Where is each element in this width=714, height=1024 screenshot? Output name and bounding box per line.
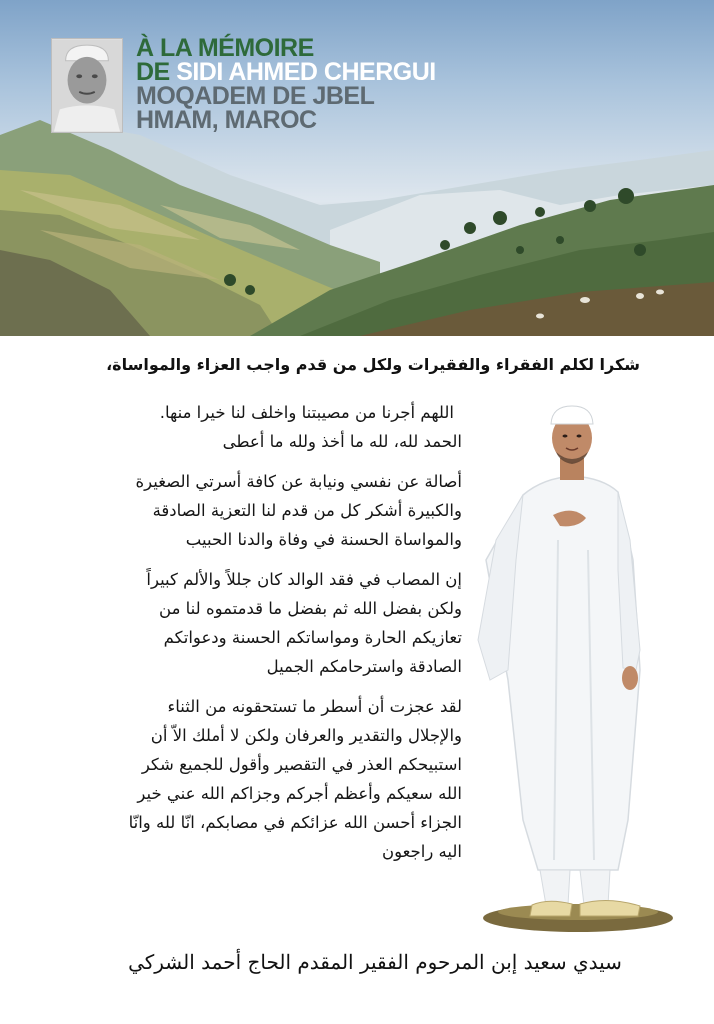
text-line: والإجلال والتقدير والعرفان ولكن لا أملك الاّ أن: [150, 726, 462, 745]
portrait-photo: [51, 38, 123, 133]
thanks-heading: شكرا لكلم الفقراء والفقيرات ولكل من قدم واجب العزاء والمواساة،: [106, 355, 640, 374]
text-line: اليه راجعون: [381, 842, 462, 861]
text-line: الحمد لله، لله ما أخذ ولله ما أعطى: [222, 432, 462, 451]
title-line-name: [136, 60, 496, 84]
text-line: استبيحكم العذر في التقصير وأقول للجميع شكر: [141, 755, 462, 774]
man-in-white-robe-photo: [468, 400, 678, 936]
title-prefix: DE: [136, 58, 177, 86]
condolence-text: [40, 398, 462, 877]
paragraph: [40, 692, 462, 866]
text-line: ولكن بفضل الله ثم بفضل ما قدمتموه لنا من: [159, 599, 462, 618]
elder-portrait-image: [52, 39, 122, 132]
text-line: الصادقة واسترحامكم الجميل: [266, 657, 462, 676]
memorial-banner: [0, 0, 714, 336]
title-line-place: HMAM, MAROC: [136, 106, 317, 134]
text-line: والكبيرة أشكر كل من قدم لنا التعزية الصادقة: [152, 501, 462, 520]
paragraph: [40, 565, 462, 681]
text-line: والمواساة الحسنة في وفاة والدنا الحبيب: [185, 530, 462, 549]
paragraph: [40, 398, 462, 456]
title-line-memory: À LA MÉMOIRE: [136, 34, 314, 62]
text-line: تعازيكم الحارة ومواساتكم الحسنة ودعواتكم: [163, 628, 462, 647]
text-line: الله سعيكم وأعظم أجركم وجزاكم الله عني خير: [137, 784, 462, 803]
text-line: الجزاء أحسن الله عزائكم في مصابكم، انّا لله وانّا: [128, 813, 462, 832]
text-line: إن المصاب في فقد الوالد كان جللاً والألم كبيراً: [146, 570, 462, 589]
text-line: اللهم أجرنا من مصيبتنا واخلف لنا خيرا منها.: [159, 403, 454, 422]
signature: سيدي سعيد إبن المرحوم الفقير المقدم الحاج أحمد الشركي: [128, 950, 622, 974]
standing-man-image: [468, 400, 678, 936]
paragraph: [40, 467, 462, 554]
title-line-role: MOQADEM DE JBEL: [136, 82, 375, 110]
text-line: أصالة عن نفسي ونيابة عن كافة أسرتي الصغيرة: [135, 472, 462, 491]
banner-title: [136, 36, 496, 132]
text-line: لقد عجزت أن أسطر ما تستحقونه من الثناء: [167, 697, 462, 716]
title-name: SIDI AHMED CHERGUI: [176, 58, 436, 86]
